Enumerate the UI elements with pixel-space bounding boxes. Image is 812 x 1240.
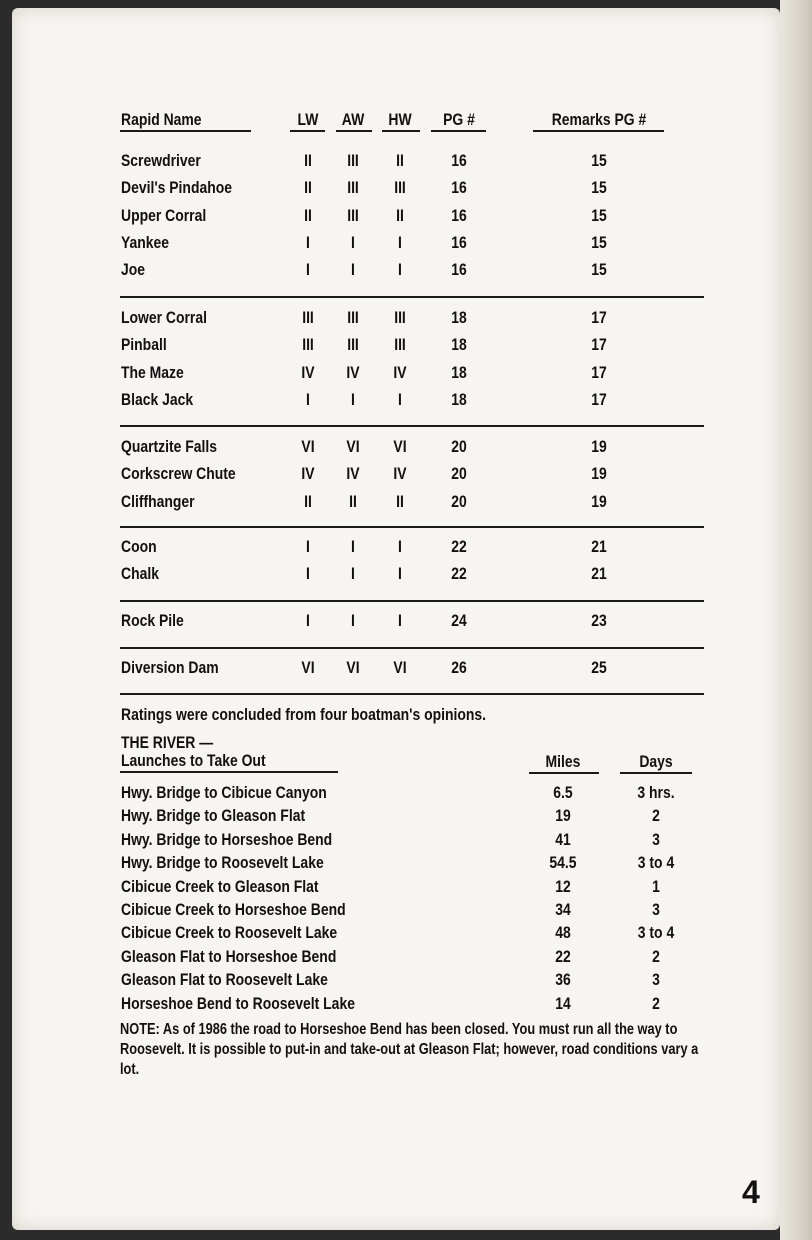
rapid-hw: II bbox=[396, 491, 404, 511]
rapid-remarks-pg: 15 bbox=[591, 178, 607, 198]
river-route: Horseshoe Bend to Roosevelt Lake bbox=[121, 993, 355, 1013]
rapid-lw: I bbox=[306, 232, 310, 252]
rapid-aw: I bbox=[351, 232, 355, 252]
miles-underline bbox=[529, 772, 599, 774]
rapid-remarks-pg: 21 bbox=[591, 564, 607, 584]
rapid-hw: III bbox=[394, 335, 406, 355]
header-underline-name bbox=[120, 130, 251, 132]
rapid-lw: III bbox=[302, 308, 314, 327]
river-miles: 22 bbox=[555, 946, 571, 966]
river-days: 3 to 4 bbox=[637, 853, 675, 873]
rapid-aw: IV bbox=[346, 464, 360, 484]
rapid-lw: II bbox=[304, 178, 312, 198]
river-miles: 6.5 bbox=[553, 783, 573, 802]
rapid-pg: 16 bbox=[451, 205, 467, 225]
rapid-pg: 16 bbox=[451, 151, 467, 170]
rapid-name: Joe bbox=[121, 260, 146, 280]
rapid-hw: II bbox=[396, 151, 404, 170]
page-number: 4 bbox=[742, 1174, 760, 1210]
river-route: Hwy. Bridge to Roosevelt Lake bbox=[121, 853, 324, 873]
header-underline-remarks bbox=[533, 130, 664, 132]
river-route: Cibicue Creek to Gleason Flat bbox=[121, 876, 319, 896]
rapid-hw: I bbox=[398, 389, 402, 409]
rapid-lw: II bbox=[304, 491, 312, 511]
header-underline-lw bbox=[290, 130, 325, 132]
rapid-remarks-pg: 23 bbox=[591, 611, 607, 630]
rapid-lw: VI bbox=[301, 437, 315, 456]
rapid-remarks-pg: 21 bbox=[591, 537, 607, 556]
rapid-hw: I bbox=[398, 537, 402, 556]
rapid-hw: I bbox=[398, 260, 402, 280]
road-note: NOTE: As of 1986 the road to Horseshoe Bend has been closed. You must run all the way to Roosevelt. It is possible to put-in and take-out at Gleason Flat; however, road conditions vary a lot. bbox=[120, 1021, 699, 1078]
rapid-aw: II bbox=[349, 491, 357, 511]
rapid-hw: IV bbox=[393, 362, 407, 382]
rapid-remarks-pg: 19 bbox=[591, 437, 607, 456]
rapid-aw: III bbox=[347, 205, 359, 225]
rapid-name: Upper Corral bbox=[121, 205, 207, 225]
rapid-hw: I bbox=[398, 232, 402, 252]
rapid-lw: III bbox=[302, 335, 314, 355]
rapid-lw: I bbox=[306, 389, 310, 409]
rapid-lw: VI bbox=[301, 658, 315, 677]
rapid-pg: 16 bbox=[451, 232, 467, 252]
rapid-name: Screwdriver bbox=[121, 151, 201, 170]
header-underline-hw bbox=[382, 130, 420, 132]
rapid-lw: I bbox=[306, 537, 310, 556]
rapid-pg: 20 bbox=[451, 464, 467, 484]
river-title: THE RIVER — bbox=[121, 733, 214, 752]
river-miles: 48 bbox=[555, 923, 571, 943]
rapid-pg: 16 bbox=[451, 260, 467, 280]
group-divider bbox=[120, 296, 704, 298]
river-miles: 34 bbox=[555, 900, 571, 919]
rapid-lw: II bbox=[304, 151, 312, 170]
rapid-name: Quartzite Falls bbox=[121, 437, 218, 456]
page-edge bbox=[780, 0, 812, 1240]
header-underline-pg bbox=[431, 130, 486, 132]
rapid-remarks-pg: 25 bbox=[591, 658, 607, 677]
rapid-remarks-pg: 17 bbox=[591, 362, 607, 382]
river-subtitle-underline bbox=[120, 771, 338, 773]
rapid-name: Rock Pile bbox=[121, 611, 184, 630]
river-route: Cibicue Creek to Roosevelt Lake bbox=[121, 923, 338, 943]
rapid-name: Pinball bbox=[121, 335, 167, 355]
rapid-name: Coon bbox=[121, 537, 157, 556]
rapid-aw: I bbox=[351, 611, 355, 630]
ratings-note: Ratings were concluded from four boatman's opinions. bbox=[121, 705, 487, 724]
river-days: 2 bbox=[652, 946, 660, 966]
river-route: Hwy. Bridge to Gleason Flat bbox=[121, 806, 306, 826]
river-route: Cibicue Creek to Horseshoe Bend bbox=[121, 900, 346, 919]
rapid-pg: 20 bbox=[451, 491, 467, 511]
river-days: 3 bbox=[652, 900, 660, 919]
rapid-remarks-pg: 15 bbox=[591, 205, 607, 225]
river-days: 2 bbox=[652, 806, 660, 826]
river-subtitle: Launches to Take Out bbox=[121, 751, 266, 770]
river-route: Hwy. Bridge to Horseshoe Bend bbox=[121, 829, 333, 849]
rapid-hw: VI bbox=[393, 437, 407, 456]
rapid-name: Yankee bbox=[121, 232, 170, 252]
rapid-pg: 18 bbox=[451, 335, 467, 355]
header-underline-aw bbox=[336, 130, 372, 132]
header-hw: HW bbox=[388, 110, 412, 129]
rapid-hw: III bbox=[394, 308, 406, 327]
rapid-hw: I bbox=[398, 611, 402, 630]
rapid-aw: III bbox=[347, 178, 359, 198]
rapid-remarks-pg: 19 bbox=[591, 491, 607, 511]
rapid-hw: VI bbox=[393, 658, 407, 677]
rapid-aw: I bbox=[351, 564, 355, 584]
rapid-name: Cliffhanger bbox=[121, 491, 195, 511]
rapid-remarks-pg: 17 bbox=[591, 335, 607, 355]
rapid-lw: IV bbox=[301, 464, 315, 484]
rapid-remarks-pg: 17 bbox=[591, 389, 607, 409]
rapid-name: Corkscrew Chute bbox=[121, 464, 236, 484]
rapid-aw: III bbox=[347, 151, 359, 170]
rapid-pg: 26 bbox=[451, 658, 467, 677]
rapid-name: The Maze bbox=[121, 362, 184, 382]
river-route: Gleason Flat to Roosevelt Lake bbox=[121, 970, 328, 990]
river-days: 3 bbox=[652, 970, 660, 990]
river-days: 3 to 4 bbox=[637, 923, 675, 943]
river-miles: 41 bbox=[555, 829, 571, 849]
group-divider bbox=[120, 425, 704, 427]
river-route: Gleason Flat to Horseshoe Bend bbox=[121, 946, 337, 966]
rapid-lw: IV bbox=[301, 362, 315, 382]
rapid-remarks-pg: 15 bbox=[591, 151, 607, 170]
river-days: 1 bbox=[652, 876, 660, 896]
river-miles: 19 bbox=[555, 806, 571, 826]
rapid-hw: III bbox=[394, 178, 406, 198]
rapid-pg: 18 bbox=[451, 308, 467, 327]
rapid-name: Diversion Dam bbox=[121, 658, 219, 677]
header-days: Days bbox=[639, 752, 673, 771]
header-remarks-pg: Remarks PG # bbox=[551, 110, 647, 129]
rapid-name: Black Jack bbox=[121, 389, 194, 409]
river-miles: 12 bbox=[555, 876, 571, 896]
days-underline bbox=[620, 772, 692, 774]
rapid-aw: I bbox=[351, 389, 355, 409]
rapid-pg: 24 bbox=[451, 611, 467, 630]
rapid-lw: I bbox=[306, 260, 310, 280]
rapid-remarks-pg: 17 bbox=[591, 308, 607, 327]
rapid-pg: 16 bbox=[451, 178, 467, 198]
rapid-aw: III bbox=[347, 308, 359, 327]
river-miles: 14 bbox=[555, 993, 571, 1013]
rapid-name: Chalk bbox=[121, 564, 159, 584]
rapid-hw: IV bbox=[393, 464, 407, 484]
river-miles: 54.5 bbox=[549, 853, 577, 873]
header-rapid-name: Rapid Name bbox=[121, 110, 202, 129]
group-divider bbox=[120, 647, 704, 649]
river-days: 3 bbox=[652, 829, 660, 849]
rapid-aw: VI bbox=[346, 658, 360, 677]
river-miles: 36 bbox=[555, 970, 571, 990]
group-divider bbox=[120, 600, 704, 602]
river-days: 2 bbox=[652, 993, 660, 1013]
rapid-lw: II bbox=[304, 205, 312, 225]
rapid-pg: 22 bbox=[451, 564, 467, 584]
header-miles: Miles bbox=[545, 752, 581, 771]
rapid-lw: I bbox=[306, 564, 310, 584]
rapid-aw: I bbox=[351, 260, 355, 280]
group-divider bbox=[120, 693, 704, 695]
river-route: Hwy. Bridge to Cibicue Canyon bbox=[121, 783, 327, 802]
river-days: 3 hrs. bbox=[637, 783, 675, 802]
rapid-name: Lower Corral bbox=[121, 308, 207, 327]
rapid-pg: 18 bbox=[451, 362, 467, 382]
rapid-remarks-pg: 15 bbox=[591, 232, 607, 252]
rapid-pg: 20 bbox=[451, 437, 467, 456]
rapid-hw: II bbox=[396, 205, 404, 225]
rapid-aw: IV bbox=[346, 362, 360, 382]
rapid-aw: I bbox=[351, 537, 355, 556]
header-aw: AW bbox=[341, 110, 365, 129]
rapid-pg: 18 bbox=[451, 389, 467, 409]
group-divider bbox=[120, 526, 704, 528]
rapid-remarks-pg: 19 bbox=[591, 464, 607, 484]
rapid-aw: VI bbox=[346, 437, 360, 456]
rapid-hw: I bbox=[398, 564, 402, 584]
rapid-pg: 22 bbox=[451, 537, 467, 556]
rapid-remarks-pg: 15 bbox=[591, 260, 607, 280]
rapid-name: Devil's Pindahoe bbox=[121, 178, 233, 198]
header-lw: LW bbox=[297, 110, 319, 129]
rapid-lw: I bbox=[306, 611, 310, 630]
rapid-aw: III bbox=[347, 335, 359, 355]
header-pg: PG # bbox=[443, 110, 475, 129]
